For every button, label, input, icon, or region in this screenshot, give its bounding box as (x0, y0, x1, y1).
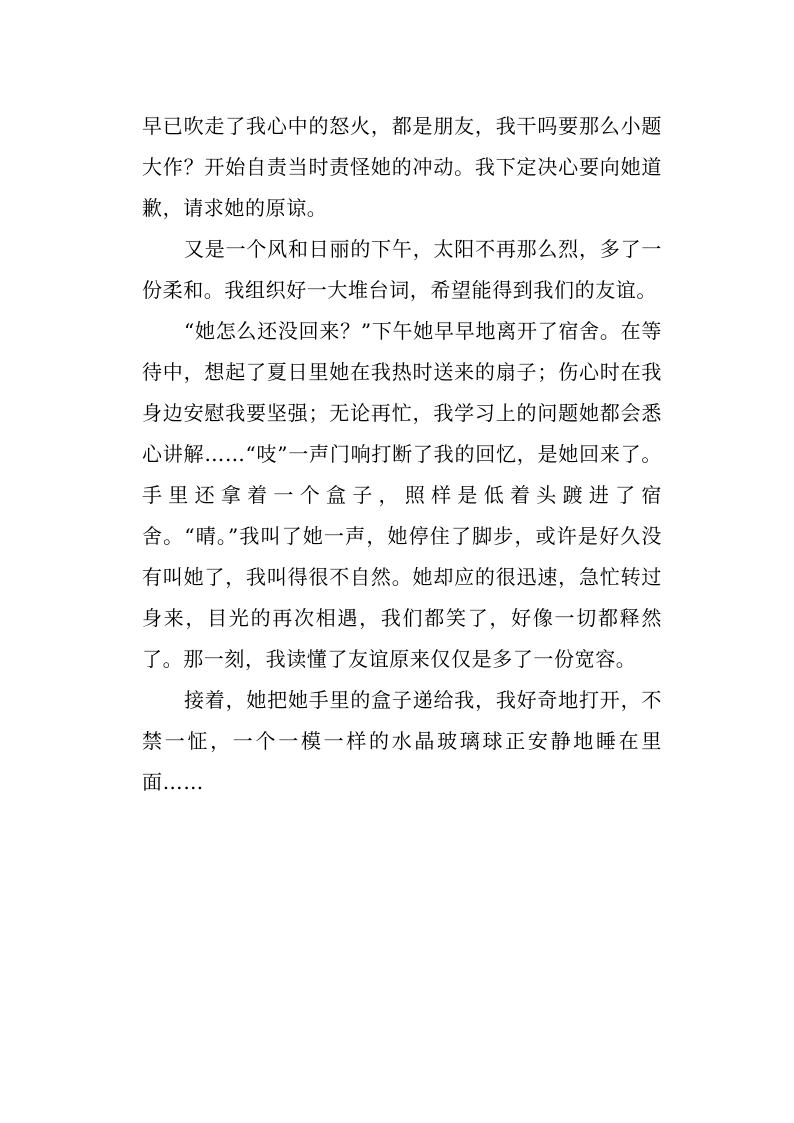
paragraph-3: “她怎么还没回来？”下午她早早地离开了宿舍。在等待中，想起了夏日里她在我热时送来的扇子；伤心时在我身边安慰我要坚强；无论再忙，我学习上的问题她都会悉心讲解……“吱”一声门响打断了我的回忆，是她回来了。手里还拿着一个盒子，照样是低着头踱进了宿舍。“晴。”我叫了她一声，她停住了脚步，或许是好久没有叫她了，我叫得很不自然。她却应的很迅速，急忙转过身来，目光的再次相遇，我们都笑了，好像一切都释然了。那一刻，我读懂了友谊原来仅仅是多了一份宽容。 (142, 319, 662, 671)
body-text (142, 106, 662, 803)
paragraph-4: 接着，她把她手里的盒子递给我，我好奇地打开，不禁一怔，一个一模一样的水晶玻璃球正安静地睡在里面…… (142, 688, 662, 794)
paragraph-1: 早已吹走了我心中的怒火，都是朋友，我干吗要那么小题大作？开始自责当时责怪她的冲动。我下定决心要向她道歉，请求她的原谅。 (142, 114, 662, 220)
paragraph-2: 又是一个风和日丽的下午，太阳不再那么烈，多了一份柔和。我组织好一大堆台词，希望能得到我们的友谊。 (142, 237, 662, 302)
